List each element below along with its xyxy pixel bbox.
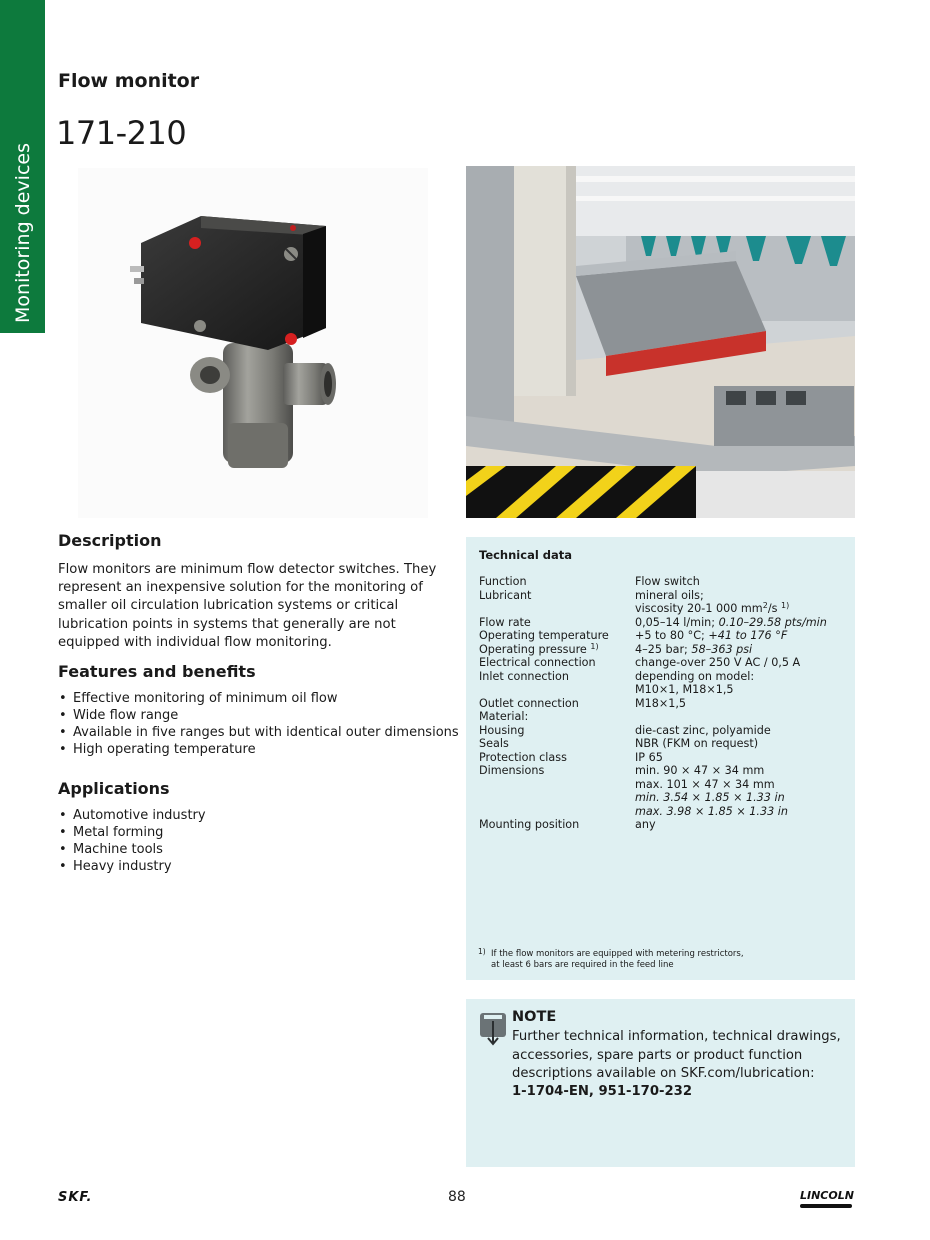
page-title: 171-210 [56, 114, 187, 152]
table-row: Operating temperature +5 to 80 °C; +41 to 176 °F [479, 629, 788, 642]
list-item: • Heavy industry [58, 858, 206, 875]
table-row: Function Flow switch [479, 575, 700, 588]
table-row: Dimensions min. 90 × 47 × 34 mm max. 101 × 47 × 34 mm min. 3.54 × 1.85 × 1.33 in max. 3.98 × 1.85 × 1.33 in [479, 764, 788, 818]
table-row: Mounting position any [479, 818, 656, 831]
skf-logo: SKF. [58, 1190, 93, 1205]
features-heading: Features and benefits [58, 662, 256, 681]
product-image [78, 168, 428, 518]
note-panel [466, 999, 855, 1167]
applications-list [58, 807, 206, 875]
list-item: • Metal forming [58, 824, 206, 841]
technical-data-panel [466, 537, 855, 980]
table-row: Inlet connection depending on model: M10×1, M18×1,5 [479, 669, 755, 696]
table-row: Protection class IP 65 [479, 750, 663, 764]
page-eyebrow: Flow monitor [58, 70, 200, 92]
book-download-icon [479, 1012, 507, 1050]
section-side-tab [0, 0, 45, 333]
lincoln-logo-text: LINCOLN [800, 1189, 854, 1202]
table-row: Operating pressure $^{1)}$ 4–25 bar; 58–363 psi [479, 641, 753, 656]
table-row: Outlet connection M18×1,5 [479, 696, 687, 710]
applications-heading: Applications [58, 779, 170, 798]
page-number: 88 [448, 1189, 466, 1205]
technical-data-title: Technical data [479, 548, 573, 562]
list-item: • Machine tools [58, 841, 206, 858]
table-row: Housing die-cast zinc, polyamide [479, 723, 771, 737]
list-item: • High operating temperature [58, 741, 459, 758]
factory-scene-image [466, 166, 855, 518]
lincoln-logo [800, 1184, 854, 1208]
note-reference: 1-1704-EN, 951-170-232 [512, 1084, 693, 1099]
description-text: Flow monitors are minimum flow detector switches. They represent an inexpensive solution for the monitoring of smaller oil circulation lubrication systems or critical lubrication points in systems that generally are not equipped with individual flow monitoring. [58, 562, 437, 650]
list-item: • Effective monitoring of minimum oil flow [58, 690, 459, 707]
table-row: Flow rate 0,05–14 l/min; 0.10–29.58 pts/min [479, 615, 827, 629]
table-row: Lubricant mineral oils; viscosity 20-1 000 $mm^2/s$ $^{1)}$ [479, 588, 790, 615]
table-row: Electrical connection change-over 250 V AC / 0,5 A [479, 656, 801, 669]
list-item: • Wide flow range [58, 707, 459, 724]
description-heading: Description [58, 531, 162, 550]
list-item: • Automotive industry [58, 807, 206, 824]
features-list [58, 690, 459, 758]
technical-data-table [479, 575, 827, 832]
table-row: Seals NBR (FKM on request) [479, 737, 759, 750]
technical-data-footnote: 1) If the flow monitors are equipped with metering restrictors, at least 6 bars are required in the feed line [478, 947, 744, 970]
table-row: Material: [479, 710, 529, 723]
section-side-tab-label: Monitoring devices [12, 143, 34, 323]
note-body: Further technical information, technical drawings, accessories, spare parts or product function descriptions available on SKF.com/lubrication: [512, 1029, 841, 1081]
list-item: • Available in five ranges but with identical outer dimensions [58, 724, 459, 741]
note-title: NOTE [512, 1009, 557, 1025]
